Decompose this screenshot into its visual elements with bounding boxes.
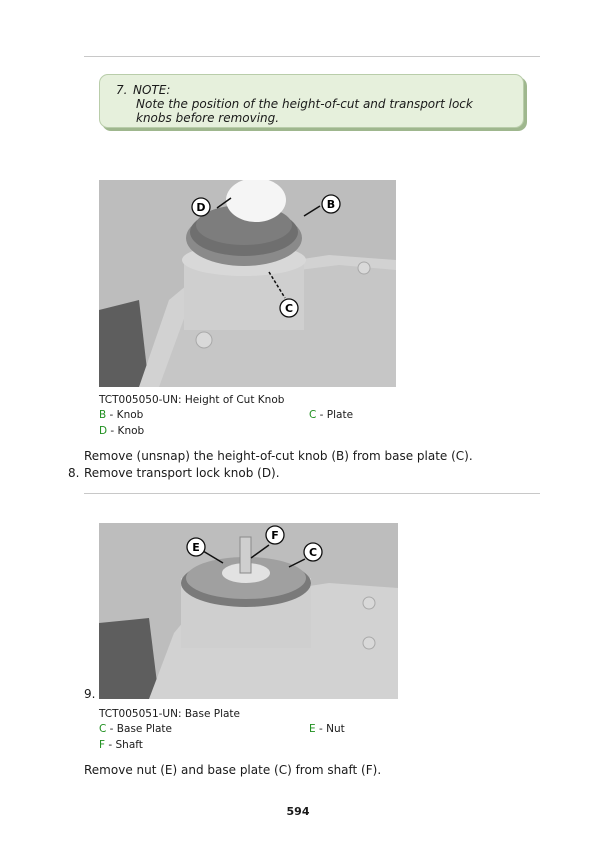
step8-instruction: Remove transport lock knob (D).: [84, 466, 280, 480]
page-number: 594: [286, 805, 310, 818]
legend-key: D: [99, 425, 108, 437]
callout-f-label: F: [271, 529, 279, 542]
knob-illustration: [99, 180, 396, 387]
figure1-legend-c: [309, 409, 353, 421]
callout-e-label: E: [192, 541, 200, 554]
figure2-legend-e: [309, 723, 345, 735]
figure1-legend-d: [99, 425, 144, 437]
callout-d: [192, 198, 210, 216]
legend-key: B: [99, 409, 107, 421]
legend-key: E: [309, 723, 316, 735]
legend-key: F: [99, 739, 106, 751]
figure2-legend-c: [99, 723, 172, 735]
step8-number: 8.: [68, 466, 80, 480]
step9-instruction: Remove nut (E) and base plate (C) from shaft (F).: [84, 763, 382, 777]
legend-label: - Plate: [316, 409, 354, 421]
legend-key: C: [309, 409, 317, 421]
figure-base-plate: [99, 523, 398, 699]
step8-divider: [84, 493, 540, 494]
callout-f: [266, 526, 284, 544]
figure1-legend-b: [99, 409, 143, 421]
legend-label: - Knob: [106, 409, 144, 421]
base-plate-illustration: [99, 523, 398, 699]
legend-label: - Knob: [107, 425, 145, 437]
figure2-caption: TCT005051-UN: Base Plate: [99, 708, 240, 720]
figure1-caption: TCT005050-UN: Height of Cut Knob: [99, 394, 285, 406]
figure2-legend-f: [99, 739, 143, 751]
callout-c: [304, 543, 322, 561]
note-box: [99, 74, 524, 128]
callout-c: [280, 299, 298, 317]
note-title: NOTE:: [133, 83, 171, 97]
note-body: Note the position of the height-of-cut and transport lock knobs before removing.: [136, 97, 473, 125]
step9-number: 9.: [84, 687, 96, 701]
legend-label: - Base Plate: [106, 723, 172, 735]
callout-d-label: D: [196, 201, 206, 214]
legend-label: - Nut: [315, 723, 345, 735]
callout-e: [187, 538, 205, 556]
note-step-number: 7.: [116, 83, 128, 97]
callout-b: [322, 195, 340, 213]
legend-label: - Shaft: [105, 739, 143, 751]
step7-instruction: Remove (unsnap) the height-of-cut knob (B) from base plate (C).: [84, 449, 473, 463]
legend-key: C: [99, 723, 107, 735]
figure-height-of-cut-knob: [99, 180, 396, 387]
callout-b-label: B: [326, 198, 336, 211]
callout-c-label: C: [284, 302, 294, 315]
top-divider: [84, 56, 540, 57]
callout-c-label: C: [308, 546, 318, 559]
